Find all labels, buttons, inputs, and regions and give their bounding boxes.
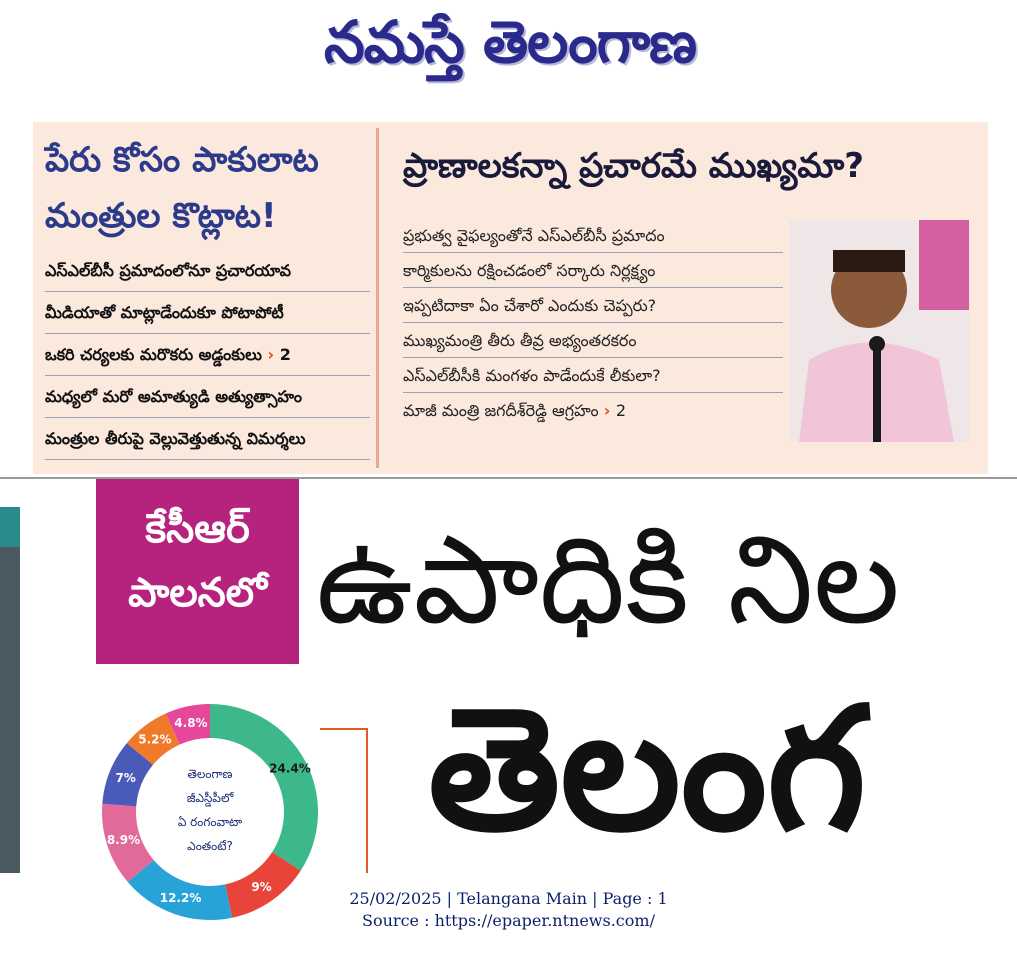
gsdp-donut-chart <box>92 700 332 906</box>
footer-source-line[interactable]: Source : https://epaper.ntnews.com/ <box>362 911 655 930</box>
left-edge-photo-top <box>0 507 20 547</box>
list-item <box>45 334 370 376</box>
list-item: కార్మికులను రక్షించడంలో సర్కారు నిర్లక్ష్యం <box>403 253 783 288</box>
footer-date-line: 25/02/2025 | Telangana Main | Page : 1 <box>349 889 668 908</box>
right-story <box>393 122 988 474</box>
left-story-points <box>45 250 370 460</box>
badge-line-1: కేసీఆర్ <box>145 506 250 552</box>
list-item: ముఖ్యమంత్రి తీరు తీవ్ర అభ్యంతరకరం <box>403 323 783 358</box>
list-item: మీడియాతో మాట్లాడేందుకూ పోటాపోటీ <box>45 292 370 334</box>
badge-line-2: పాలనలో <box>128 570 267 616</box>
donut-slice-label: 5.2% <box>138 732 172 747</box>
chart-bracket <box>320 728 368 873</box>
right-story-points <box>403 218 783 428</box>
masthead <box>0 0 1017 92</box>
main-headline-line-1: ఉపాధికి నిల <box>316 509 900 651</box>
list-item-text: ఒకరి చర్యలకు మరొకరు అడ్డంకులు <box>45 345 262 364</box>
top-news-panel <box>33 122 988 474</box>
list-item: మధ్యలో మరో అమాత్యుడి అత్యుత్సాహం <box>45 376 370 418</box>
page-ref[interactable]: 2 <box>615 401 627 420</box>
newspaper-title: నమస్తే తెలంగాణ <box>324 8 696 76</box>
donut-slice-label: 4.8% <box>174 716 208 731</box>
speaker-photo <box>789 220 969 442</box>
section-badge <box>96 479 299 664</box>
donut-center-text: ఎంతంటే? <box>187 839 233 853</box>
footer <box>0 888 1017 932</box>
list-item <box>403 393 783 428</box>
column-divider <box>376 128 379 468</box>
donut-slice-label: 8.9% <box>106 833 141 848</box>
donut-svg <box>92 700 332 920</box>
left-story-headline: పేరు కోసం పాకులాట మంత్రుల కొట్లాట! <box>45 140 319 236</box>
donut-center-text: తెలంగాణ <box>187 767 233 781</box>
donut-center-text: ఏ రంగంవాటా <box>177 815 243 829</box>
main-headline-line-2: తెలంగ <box>428 671 867 869</box>
list-item-text: మాజీ మంత్రి జగదీశ్‌రెడ్డి ఆగ్రహం <box>403 401 599 420</box>
list-item: ఎస్‌ఎల్‌బీసీ ప్రమాదంలోనూ ప్రచారయావ <box>45 250 370 292</box>
list-item: ఇప్పటిదాకా ఏం చేశారో ఎందుకు చెప్పరు? <box>403 288 783 323</box>
list-item: ఎస్‌ఎల్‌బీసీకి మంగళం పాడేందుకే లీకులా? <box>403 358 783 393</box>
page-ref[interactable]: 2 <box>279 345 291 364</box>
donut-slice-label: 7% <box>115 770 136 785</box>
left-story <box>33 122 373 474</box>
donut-slice-label: 9% <box>251 880 272 895</box>
chevron-right-icon: › <box>267 345 280 364</box>
list-item: మంత్రుల తీరుపై వెల్లువెత్తుతున్న విమర్శలు <box>45 418 370 460</box>
list-item: ప్రభుత్వ వైఫల్యంతోనే ఎస్‌ఎల్‌బీసీ ప్రమాదం <box>403 218 783 253</box>
chevron-right-icon: › <box>603 401 616 420</box>
donut-slice-label: 12.2% <box>159 891 202 906</box>
left-edge-photo <box>0 507 20 873</box>
right-story-headline: ప్రాణాలకన్నా ప్రచారమే ముఖ్యమా? <box>403 146 864 186</box>
donut-slice-label: 24.4% <box>269 761 311 776</box>
donut-center-text: జీఎస్డీపీలో <box>186 791 234 805</box>
